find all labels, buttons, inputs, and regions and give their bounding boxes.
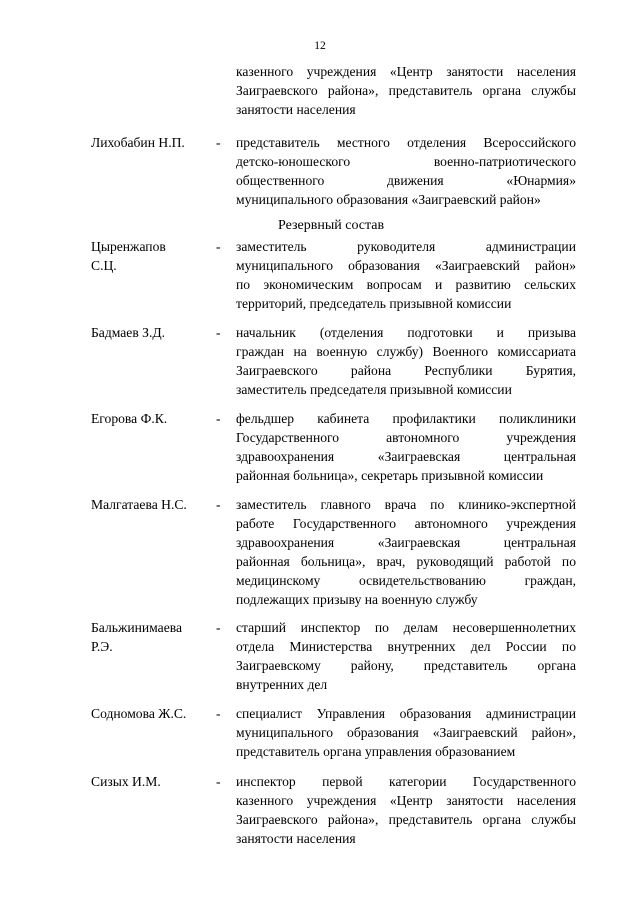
member-name: Бадмаев З.Д. bbox=[91, 325, 166, 340]
text-line: районная больница», секретарь призывной комиссии bbox=[236, 468, 544, 483]
text-line: казенного учреждения «Центр занятости населения bbox=[236, 64, 576, 79]
text-line: отдела Министерства внутренних дел России по bbox=[236, 639, 576, 654]
member-name: Сизых И.М. bbox=[91, 774, 161, 789]
text-line: медицинскому освидетельствованию граждан, bbox=[236, 573, 576, 588]
dash-separator: - bbox=[216, 774, 221, 789]
reserve-section-title: Резервный состав bbox=[278, 218, 385, 233]
text-line: фельдшер кабинета профилактики поликлиники bbox=[236, 411, 576, 426]
text-line: начальник (отделения подготовки и призыва bbox=[236, 325, 576, 340]
text-line: детско-юношеского военно-патриотического bbox=[236, 154, 576, 169]
dash-separator: - bbox=[216, 620, 221, 635]
text-line: общественного движения «Юнармия» bbox=[236, 173, 576, 188]
text-line: Заиграевскому району, представитель органа bbox=[236, 658, 576, 673]
text-line: здравоохранения «Заиграевская центральная bbox=[236, 535, 576, 550]
text-line: районная больница», врач, руководящий работой по bbox=[236, 554, 576, 569]
text-line: заместитель главного врача по клинико-экспертной bbox=[236, 497, 576, 512]
member-name: Егорова Ф.К. bbox=[91, 411, 168, 426]
text-line: заместитель руководителя администрации bbox=[236, 239, 576, 254]
dash-separator: - bbox=[216, 411, 221, 426]
text-line: представитель местного отделения Всероссийского bbox=[236, 135, 576, 150]
dash-separator: - bbox=[216, 706, 221, 721]
dash-separator: - bbox=[216, 325, 221, 340]
text-line: заместитель председателя призывной комиссии bbox=[236, 382, 512, 397]
text-line: муниципального образования «Заиграевский район» bbox=[236, 192, 541, 207]
text-line: казенного учреждения «Центр занятости населения bbox=[236, 793, 576, 808]
text-line: здравоохранения «Заиграевская центральная bbox=[236, 449, 576, 464]
member-name-cont: С.Ц. bbox=[91, 258, 117, 273]
text-line: инспектор первой категории Государственного bbox=[236, 774, 576, 789]
text-line: граждан на военную службу) Военного комиссариата bbox=[236, 344, 576, 359]
text-line: работе Государственного автономного учреждения bbox=[236, 516, 576, 531]
member-name: Лихобабин Н.П. bbox=[91, 135, 185, 150]
member-name: Содномова Ж.С. bbox=[91, 706, 187, 721]
text-line: муниципального образования «Заиграевский район» bbox=[236, 258, 576, 273]
text-line: подлежащих призыву на военную службу bbox=[236, 592, 478, 607]
dash-separator: - bbox=[216, 135, 221, 150]
dash-separator: - bbox=[216, 497, 221, 512]
text-line: Заиграевского района», представитель органа службы bbox=[236, 83, 576, 98]
member-name: Цыренжапов bbox=[91, 239, 166, 254]
text-line: занятости населения bbox=[236, 831, 356, 846]
text-line: муниципального образования «Заиграевский район», bbox=[236, 725, 576, 740]
member-name: Малгатаева Н.С. bbox=[91, 497, 187, 512]
text-line: занятости населения bbox=[236, 102, 356, 117]
text-line: представитель органа управления образованием bbox=[236, 744, 516, 759]
text-line: внутренних дел bbox=[236, 677, 328, 692]
text-line: старший инспектор по делам несовершеннолетних bbox=[236, 620, 576, 635]
dash-separator: - bbox=[216, 239, 221, 254]
text-line: Заиграевского района Республики Бурятия, bbox=[236, 363, 576, 378]
text-line: по экономическим вопросам и развитию сельских bbox=[236, 277, 576, 292]
member-name-cont: Р.Э. bbox=[91, 639, 113, 654]
member-name: Бальжинимаева bbox=[91, 620, 183, 635]
text-line: Государственного автономного учреждения bbox=[236, 430, 576, 445]
page-number: 12 bbox=[314, 40, 326, 52]
text-line: Заиграевского района», представитель органа службы bbox=[236, 812, 576, 827]
text-line: специалист Управления образования администрации bbox=[236, 706, 576, 721]
text-line: территорий, председатель призывной комиссии bbox=[236, 296, 512, 311]
